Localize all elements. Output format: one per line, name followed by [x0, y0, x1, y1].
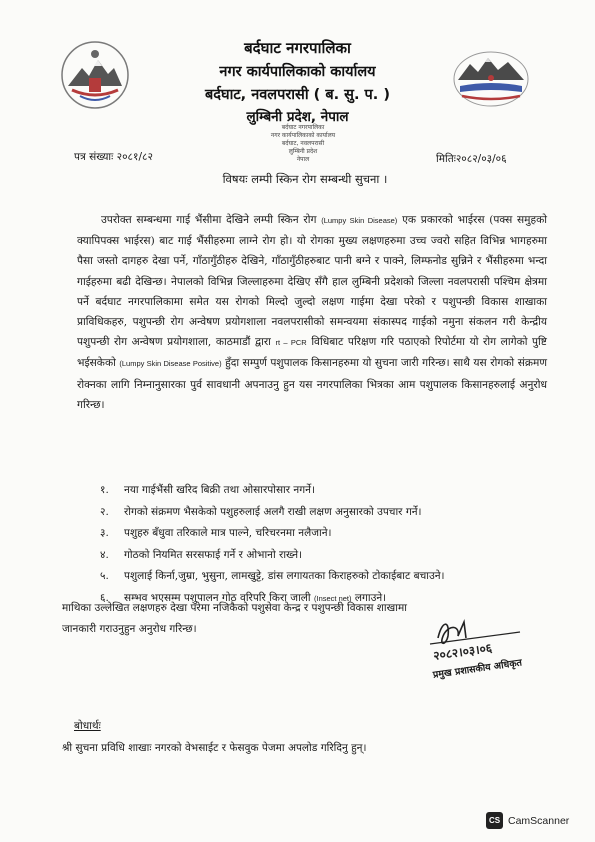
nepal-emblem-icon	[58, 38, 132, 112]
list-item	[100, 545, 445, 567]
list-item	[100, 480, 445, 502]
pcr-term: rt – PCR	[275, 338, 307, 348]
list-number: ४.	[100, 548, 109, 561]
body-text: उपरोक्त सम्बन्धमा गाई भैंसीमा देखिने लम्पी स्किन रोग	[101, 214, 317, 226]
list-item	[100, 523, 445, 545]
list-item	[100, 566, 445, 588]
letter-date: मितिः२०८२/०३/०६	[436, 153, 507, 165]
list-text: पशुहरु बँधुवा तरिकाले मात्र पाल्ने, चरिचरनमा नलैजाने।	[124, 527, 332, 540]
closing-paragraph: माथिका उल्लेखित लक्षणहरु देखा परेमा नजिकैको पशुसेवा केन्द्र र पशुपन्छी विकास शाखामा जानकारी गराउनुहुन अनुरोध गरिन्छ।	[62, 602, 407, 635]
list-number: ६.	[100, 591, 109, 604]
office-stamp	[263, 124, 343, 164]
list-item	[100, 502, 445, 524]
body-text: विधिबाट परिक्षण गरि पठाएको रिपोर्टमा यो रोग लागेको पुष्टि भईसकेको	[77, 336, 547, 370]
list-number: ३.	[100, 527, 109, 540]
office-address: बर्दघाट, नवलपरासी ( ब. सु. प. )	[205, 87, 390, 103]
list-number: १.	[100, 484, 109, 496]
municipality-name: बर्दघाट नगरपालिका	[244, 39, 351, 57]
list-text: पशुलाई किर्ना,जुम्रा, भुसुना, लामखुट्टे, डांस लगायतका किराहरुको टोकाईबाट बचाउने।	[124, 570, 445, 583]
subject-line: विषयः लम्पी स्किन रोग सम्बन्धी सुचना ।	[222, 172, 388, 186]
stamp-line: नगर कार्यपालिकाको कार्यालय	[270, 132, 336, 139]
letter-number: पत्र संख्याः २०८१/८२	[74, 151, 153, 163]
precaution-list	[100, 480, 445, 610]
body-text: हुँदा सम्पुर्ण पशुपालक किसानहरुमा यो सुचना जारी गरिन्छ। साथै यस रोगको संक्रमण रोक्नका लागि निम्नानुसारका पुर्व सावधानी अपनाउनु हुन यस नगरपालिका भित्रका आम पशुपालक किसानहरुलाई अनुरोध गरिन्छ।	[77, 357, 547, 411]
stamp-line: नेपाल	[296, 156, 310, 163]
stamp-line: बर्दघाट, नवलपरासी	[281, 140, 325, 147]
province-name: लुम्बिनी प्रदेश, नेपाल	[246, 109, 349, 125]
insect-net-term: (Insect net)	[313, 593, 352, 603]
list-text: रोगको संक्रमण भैसकेको पशुहरुलाई अलगै राखी लक्षण अनुसारको उपचार गर्ने।	[124, 505, 422, 518]
lsd-positive-term: (Lumpy Skin Disease Positive)	[119, 359, 222, 369]
camscanner-icon: CS	[486, 812, 503, 829]
list-text: नया गाईभैंसी खरिद बिक्री तथा ओसारपोसार नगर्ने।	[124, 484, 315, 496]
list-text: लगाउने।	[354, 591, 387, 604]
list-text: गोठको नियमित सरसफाई गर्ने र ओभानो राख्ने।	[124, 548, 303, 561]
camscanner-watermark	[486, 812, 569, 829]
bodhartha-label: बोधार्थः	[74, 720, 101, 732]
list-number: २.	[100, 505, 109, 518]
signatory-designation: प्रमुख प्रशासकीय अधिकृत	[432, 657, 523, 681]
office-name: नगर कार्यपालिकाको कार्यालय	[219, 64, 376, 80]
signature-date: २०८२।०३।०६	[432, 640, 493, 663]
camscanner-label: CamScanner	[508, 814, 570, 827]
list-text: सम्भव भएसम्म पशुपालन गोठ वरिपरि किरा जाली	[124, 591, 311, 604]
body-paragraph	[77, 210, 547, 415]
body-text: एक प्रकारको भाईरस (पक्स समुहको क्यापिपक्स भाईरस) बाट गाई भैंसीहरुमा लाग्ने रोग हो। यो रोगका मुख्य लक्षणहरुमा उच्च ज्वरो सहित विभिन्न भागहरुमा पैसा जस्तो दागहरु देखा पर्ने, गाँठागुँठीहरु देखिने, गाँठागुँठीहरुबाट पानी बग्ने र पाक्ने, लिम्फनोड सुन्निने र भैंसीहरुमा भन्दा गाईहरुमा बढी देखिन्छ। नेपालको विभिन्न जिल्लाहरुमा देखिए सँगै हाल लुम्बिनी प्रदेशको जिल्ला नवलपरासी पश्चिम क्षेत्रमा पर्ने बर्दघाट नगरपालिकामा समेत यस रोगको मिल्दो जुल्दो लक्षण गाईमा देखा परेको र पशुपन्छी विकास शाखाका प्राविधिकहरु, पशुपन्छी रोग अन्वेषण प्रयोगशाला नवलपरासीको समन्वयमा संकास्पद गाईको नमुना संकलन गरी केन्द्रीय पशुपन्छी रोग अन्वेषण प्रयोगशाला, काठमाडौं द्वारा	[77, 214, 548, 349]
stamp-line: बर्दघाट नगरपालिका	[281, 124, 325, 131]
stamp-line: लुम्बिनी प्रदेश	[288, 148, 318, 155]
bodhartha-recipient: श्री सुचना प्रविधि शाखाः नगरको वेभसाईट र फेसवुक पेजमा अपलोड गरिदिनु हुन्।	[62, 742, 367, 754]
list-number: ५.	[100, 570, 109, 583]
lsd-term: (Lumpy Skin Disease)	[321, 216, 398, 225]
